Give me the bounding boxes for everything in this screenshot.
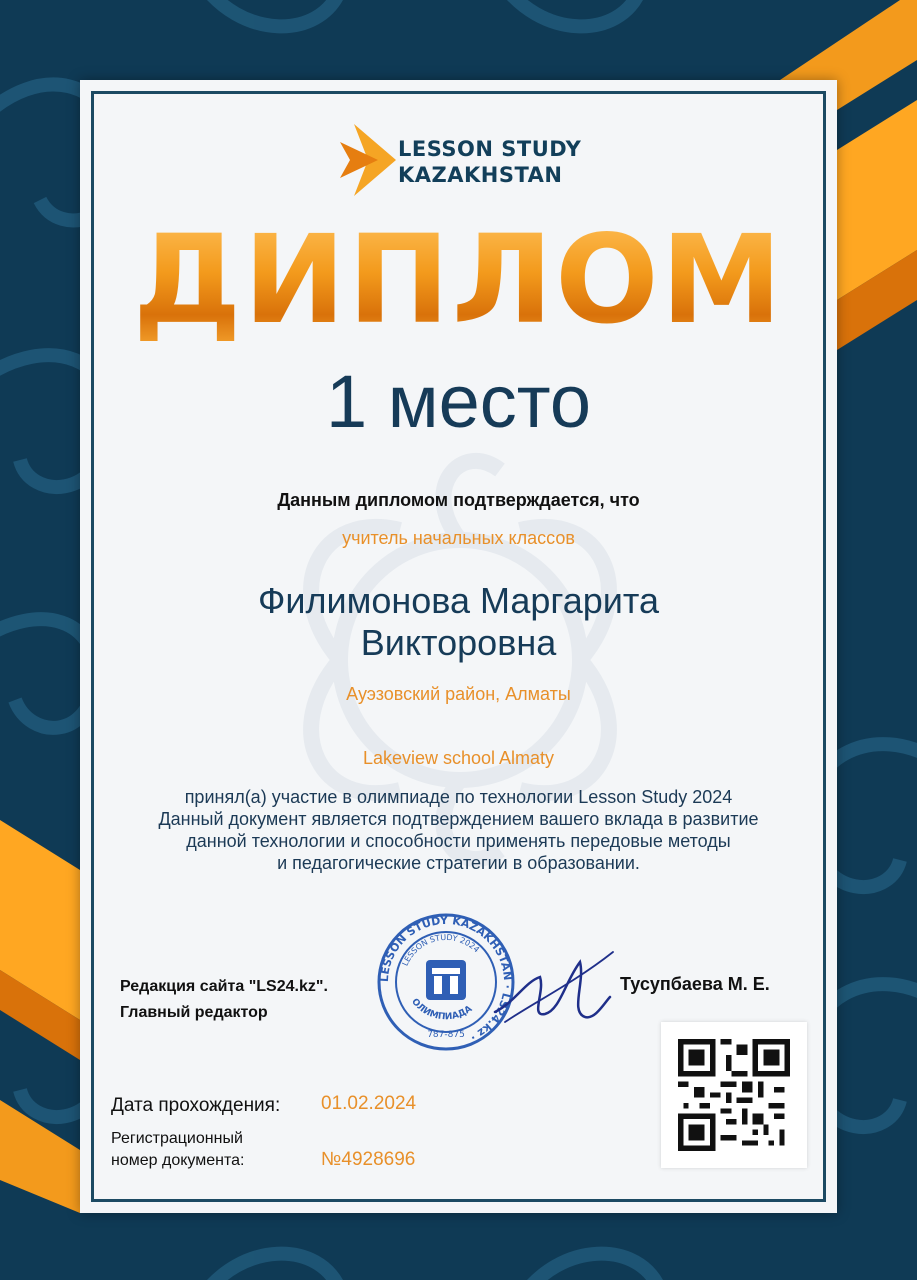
logo-line-2: KAZAKHSTAN	[398, 163, 563, 187]
body-line: данной технологии и способности применять передовые методы	[186, 831, 731, 851]
stamp-inner-text: LESSON STUDY 2024	[400, 932, 482, 968]
signer-name: Тусупбаева М. Е.	[620, 974, 770, 994]
diploma-title: ДИПЛОМ	[80, 210, 837, 350]
date-label: Дата прохождения:	[111, 1095, 281, 1116]
body-line: и педагогические стратегии в образовании.	[277, 853, 640, 873]
registration-label-line-1: Регистрационный	[111, 1130, 243, 1147]
play-triangle-icon	[338, 120, 398, 202]
qr-code	[661, 1022, 807, 1168]
stamp-outer-text: LESSON STUDY KAZAKHSTAN · LS24.kz ·	[377, 913, 515, 1045]
stamp-number: 787-875	[427, 1030, 465, 1040]
recipient-name-line-1: Филимонова Маргарита	[257, 580, 660, 621]
registration-number: №4928696	[321, 1149, 416, 1170]
svg-text:ОЛИМПИАДА	[409, 997, 474, 1022]
recipient-role: учитель начальных классов	[342, 528, 575, 548]
recipient-school: Lakeview school Almaty	[362, 748, 555, 768]
body-line: принял(а) участие в олимпиаде по технологии Lesson Study 2024	[184, 787, 733, 807]
diploma-body	[90, 786, 827, 874]
recipient-region: Ауэзовский район, Алматы	[346, 684, 571, 704]
qr-code-icon	[678, 1039, 790, 1151]
registration-label	[111, 1128, 244, 1172]
date-value: 01.02.2024	[321, 1093, 417, 1114]
registration-label-line-2: номер документа:	[111, 1152, 245, 1169]
confirm-text: Данным дипломом подтверждается, что	[277, 490, 640, 510]
editorial-line-1: Редакция сайта "LS24.kz".	[120, 978, 328, 995]
lesson-study-logo	[338, 120, 582, 202]
stamp-bottom-text: ОЛИМПИАДА	[409, 996, 475, 1023]
place-heading: 1 место	[326, 360, 591, 443]
diploma-sheet	[80, 80, 837, 1213]
logo-line-1: LESSON STUDY	[398, 137, 582, 161]
recipient-name-line-2: Викторовна	[360, 622, 557, 663]
recipient-name	[140, 580, 777, 664]
editorial-signature-label	[120, 974, 328, 1026]
handwritten-signature	[485, 942, 615, 1032]
editorial-line-2: Главный редактор	[120, 1004, 268, 1021]
stamp-emblem-icon	[426, 960, 466, 1000]
body-line: Данный документ является подтверждением вашего вклада в развитие	[158, 809, 759, 829]
